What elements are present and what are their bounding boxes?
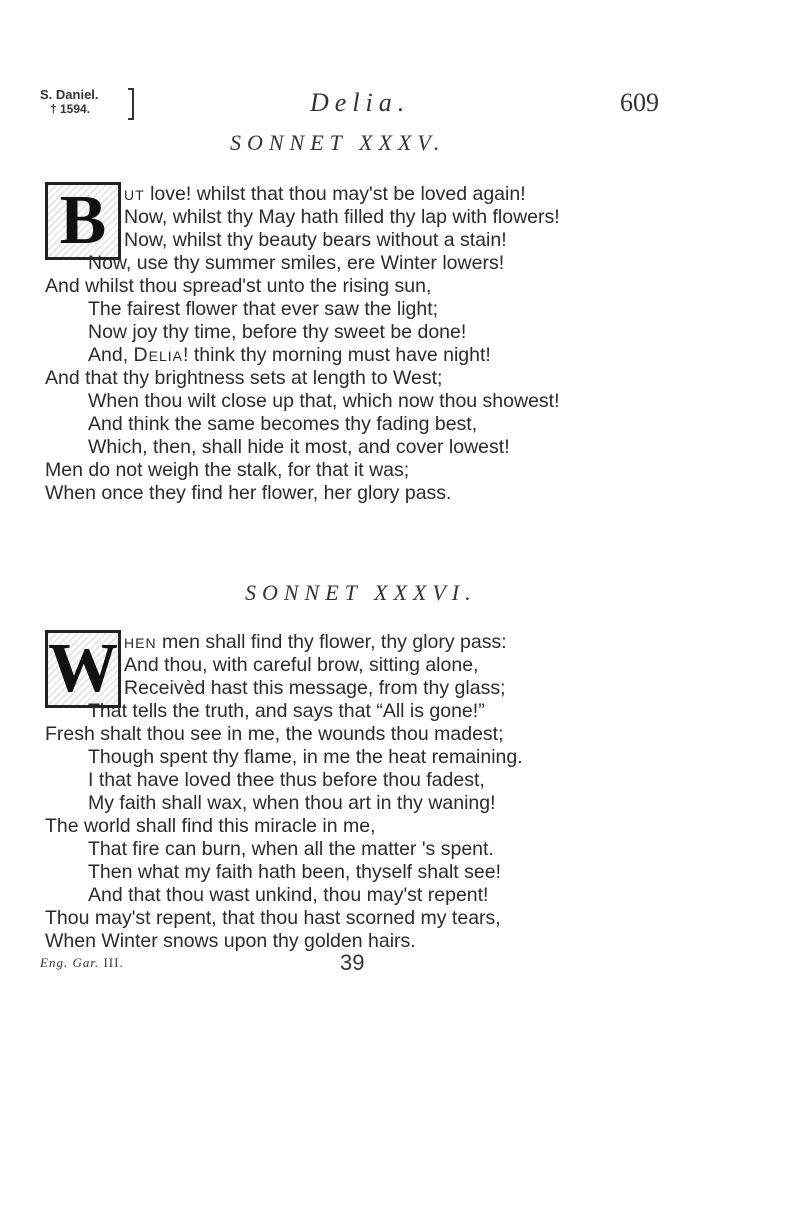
author-name: S. Daniel. <box>40 87 99 102</box>
poem-line: Now, use thy summer smiles, ere Winter lowers! <box>88 252 505 274</box>
poem-line: Men do not weigh the stalk, for that it was; <box>45 459 410 481</box>
running-title: Delia. <box>310 88 411 117</box>
poem-line: Now joy thy time, before thy sweet be done! <box>88 321 467 343</box>
sonnet-title: SONNET XXXVI. <box>245 580 477 605</box>
drop-cap-letter: W <box>48 630 118 707</box>
poem-line <box>88 343 491 367</box>
signature-mark: 39 <box>340 950 365 975</box>
drop-cap-ornament <box>45 630 121 708</box>
sonnet-title: SONNET XXXV. <box>230 130 446 155</box>
poem-line: Then what my faith hath been, thyself shalt see! <box>88 861 501 883</box>
poem-line: That fire can burn, when all the matter 's spent. <box>88 838 494 860</box>
line-text: ! think thy morning must have night! <box>182 344 491 366</box>
drop-cap-ornament <box>45 182 121 260</box>
small-caps-opening: hen <box>124 631 157 653</box>
poem-line: Now, whilst thy May hath filled thy lap with flowers! <box>124 206 560 228</box>
poem-line: When Winter snows upon thy golden hairs. <box>45 930 416 952</box>
delia-name: Delia <box>133 344 183 366</box>
signature-line <box>40 955 124 971</box>
line-text: And, <box>88 344 134 366</box>
poem-line: The fairest flower that ever saw the light; <box>88 298 439 320</box>
line-text: men shall find thy flower, thy glory pass: <box>156 631 507 653</box>
poem-line <box>124 182 526 206</box>
poem-line: That tells the truth, and says that “All is gone!” <box>88 700 485 722</box>
line-text: love! whilst that thou may'st be loved again! <box>144 183 526 205</box>
small-caps-opening: ut <box>124 183 145 205</box>
poem-line: Now, whilst thy beauty bears without a stain! <box>124 229 507 251</box>
poem-line: Receivèd hast this message, from thy glass; <box>124 677 506 699</box>
poem-line: Thou may'st repent, that thou hast scorned my tears, <box>45 907 501 929</box>
poem-line: I that have loved thee thus before thou fadest, <box>88 769 485 791</box>
drop-cap-letter: B <box>59 182 107 259</box>
poem-line: Though spent thy flame, in me the heat remaining. <box>88 746 523 768</box>
poem-line: The world shall find this miracle in me, <box>45 815 376 837</box>
poem-line: And that thou wast unkind, thou may'st repent! <box>88 884 489 906</box>
poem-line: Which, then, shall hide it most, and cover lowest! <box>88 436 510 458</box>
signature-volume: III. <box>103 955 124 970</box>
poem-line: And think the same becomes thy fading best, <box>88 413 478 435</box>
poem-line: And whilst thou spread'st unto the rising sun, <box>45 275 432 297</box>
poem-line: Fresh shalt thou see in me, the wounds thou madest; <box>45 723 504 745</box>
author-death-year: † 1594. <box>50 102 91 116</box>
poem-line: When once they find her flower, her glory pass. <box>45 482 452 504</box>
poem-line: When thou wilt close up that, which now thou showest! <box>88 390 560 412</box>
signature-label: Eng. Gar. <box>40 955 100 970</box>
poem-line: And that thy brightness sets at length to West; <box>45 367 443 389</box>
page-number: 609 <box>620 88 659 117</box>
margin-bracket <box>128 88 134 120</box>
poem-line <box>124 630 507 654</box>
poem-line: My faith shall wax, when thou art in thy waning! <box>88 792 496 814</box>
poem-line: And thou, with careful brow, sitting alone, <box>124 654 479 676</box>
author-margin-note <box>40 88 99 116</box>
